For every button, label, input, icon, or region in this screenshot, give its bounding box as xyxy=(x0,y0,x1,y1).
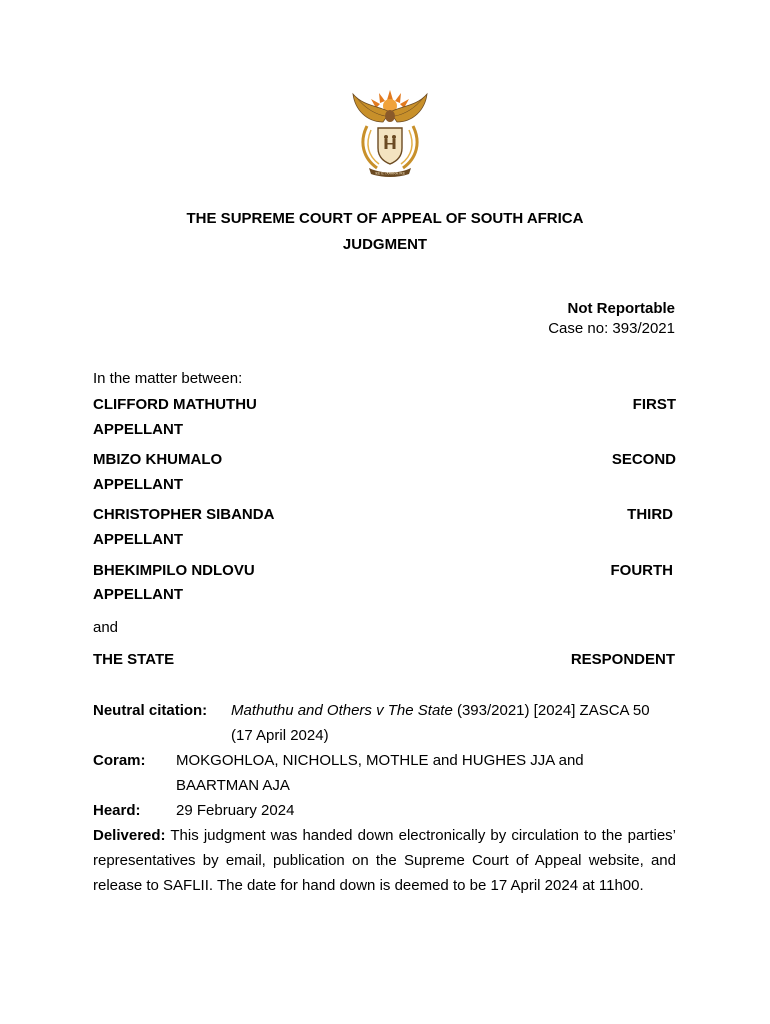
party-name: CHRISTOPHER SIBANDA xyxy=(93,506,275,523)
matter-intro: In the matter between: xyxy=(93,370,243,387)
party-name: CLIFFORD MATHUTHU xyxy=(93,396,257,413)
party-role-continued: APPELLANT xyxy=(93,531,183,548)
citation-label: Neutral citation: xyxy=(93,702,208,719)
party-role: FOURTH xyxy=(610,562,673,579)
court-title: THE SUPREME COURT OF APPEAL OF SOUTH AFRICA xyxy=(186,210,584,227)
reportable-status: Not Reportable xyxy=(567,300,675,317)
party-role-continued: APPELLANT xyxy=(93,421,183,438)
party-role: SECOND xyxy=(611,451,676,468)
party-role: THIRD xyxy=(627,506,673,523)
heard-date: 29 February 2024 xyxy=(176,802,295,819)
coram-judges: MOKGOHLOA, NICHOLLS, MOTHLE and HUGHES JJA and xyxy=(176,752,584,769)
respondent-name: THE STATE xyxy=(93,651,175,668)
coat-of-arms-icon xyxy=(349,86,431,178)
and-text: and xyxy=(93,619,119,636)
party-role: FIRST xyxy=(632,396,676,413)
heard-label: Heard: xyxy=(93,802,141,819)
party-name: BHEKIMPILO NDLOVU xyxy=(93,562,255,579)
svg-text:!KE E: /XARRA //KE: !KE E: /XARRA //KE xyxy=(374,171,406,176)
delivered-text: This judgment was handed down electronically by circulation to the parties’ representatives by email, publication on the Supreme Court of Appeal website, and release to SAFLII. The date for hand down is deemed to be 17 April 2024 at 11h00. xyxy=(93,827,676,894)
citation-case-title: Mathuthu and Others v The State xyxy=(231,702,453,719)
party-name: MBIZO KHUMALO xyxy=(93,451,223,468)
citation-date: (17 April 2024) xyxy=(231,727,329,744)
coram-judges-continued: BAARTMAN AJA xyxy=(176,777,290,794)
delivered-paragraph xyxy=(93,823,676,898)
case-number: Case no: 393/2021 xyxy=(548,320,675,337)
document-type: JUDGMENT xyxy=(342,236,428,253)
citation-value xyxy=(231,702,650,720)
party-role-continued: APPELLANT xyxy=(93,476,183,493)
citation-ref: (393/2021) [2024] ZASCA 50 xyxy=(452,702,650,719)
party-role-continued: APPELLANT xyxy=(93,586,183,603)
delivered-label: Delivered: xyxy=(93,827,166,844)
respondent-role: RESPONDENT xyxy=(570,651,675,668)
coram-label: Coram: xyxy=(93,752,146,769)
